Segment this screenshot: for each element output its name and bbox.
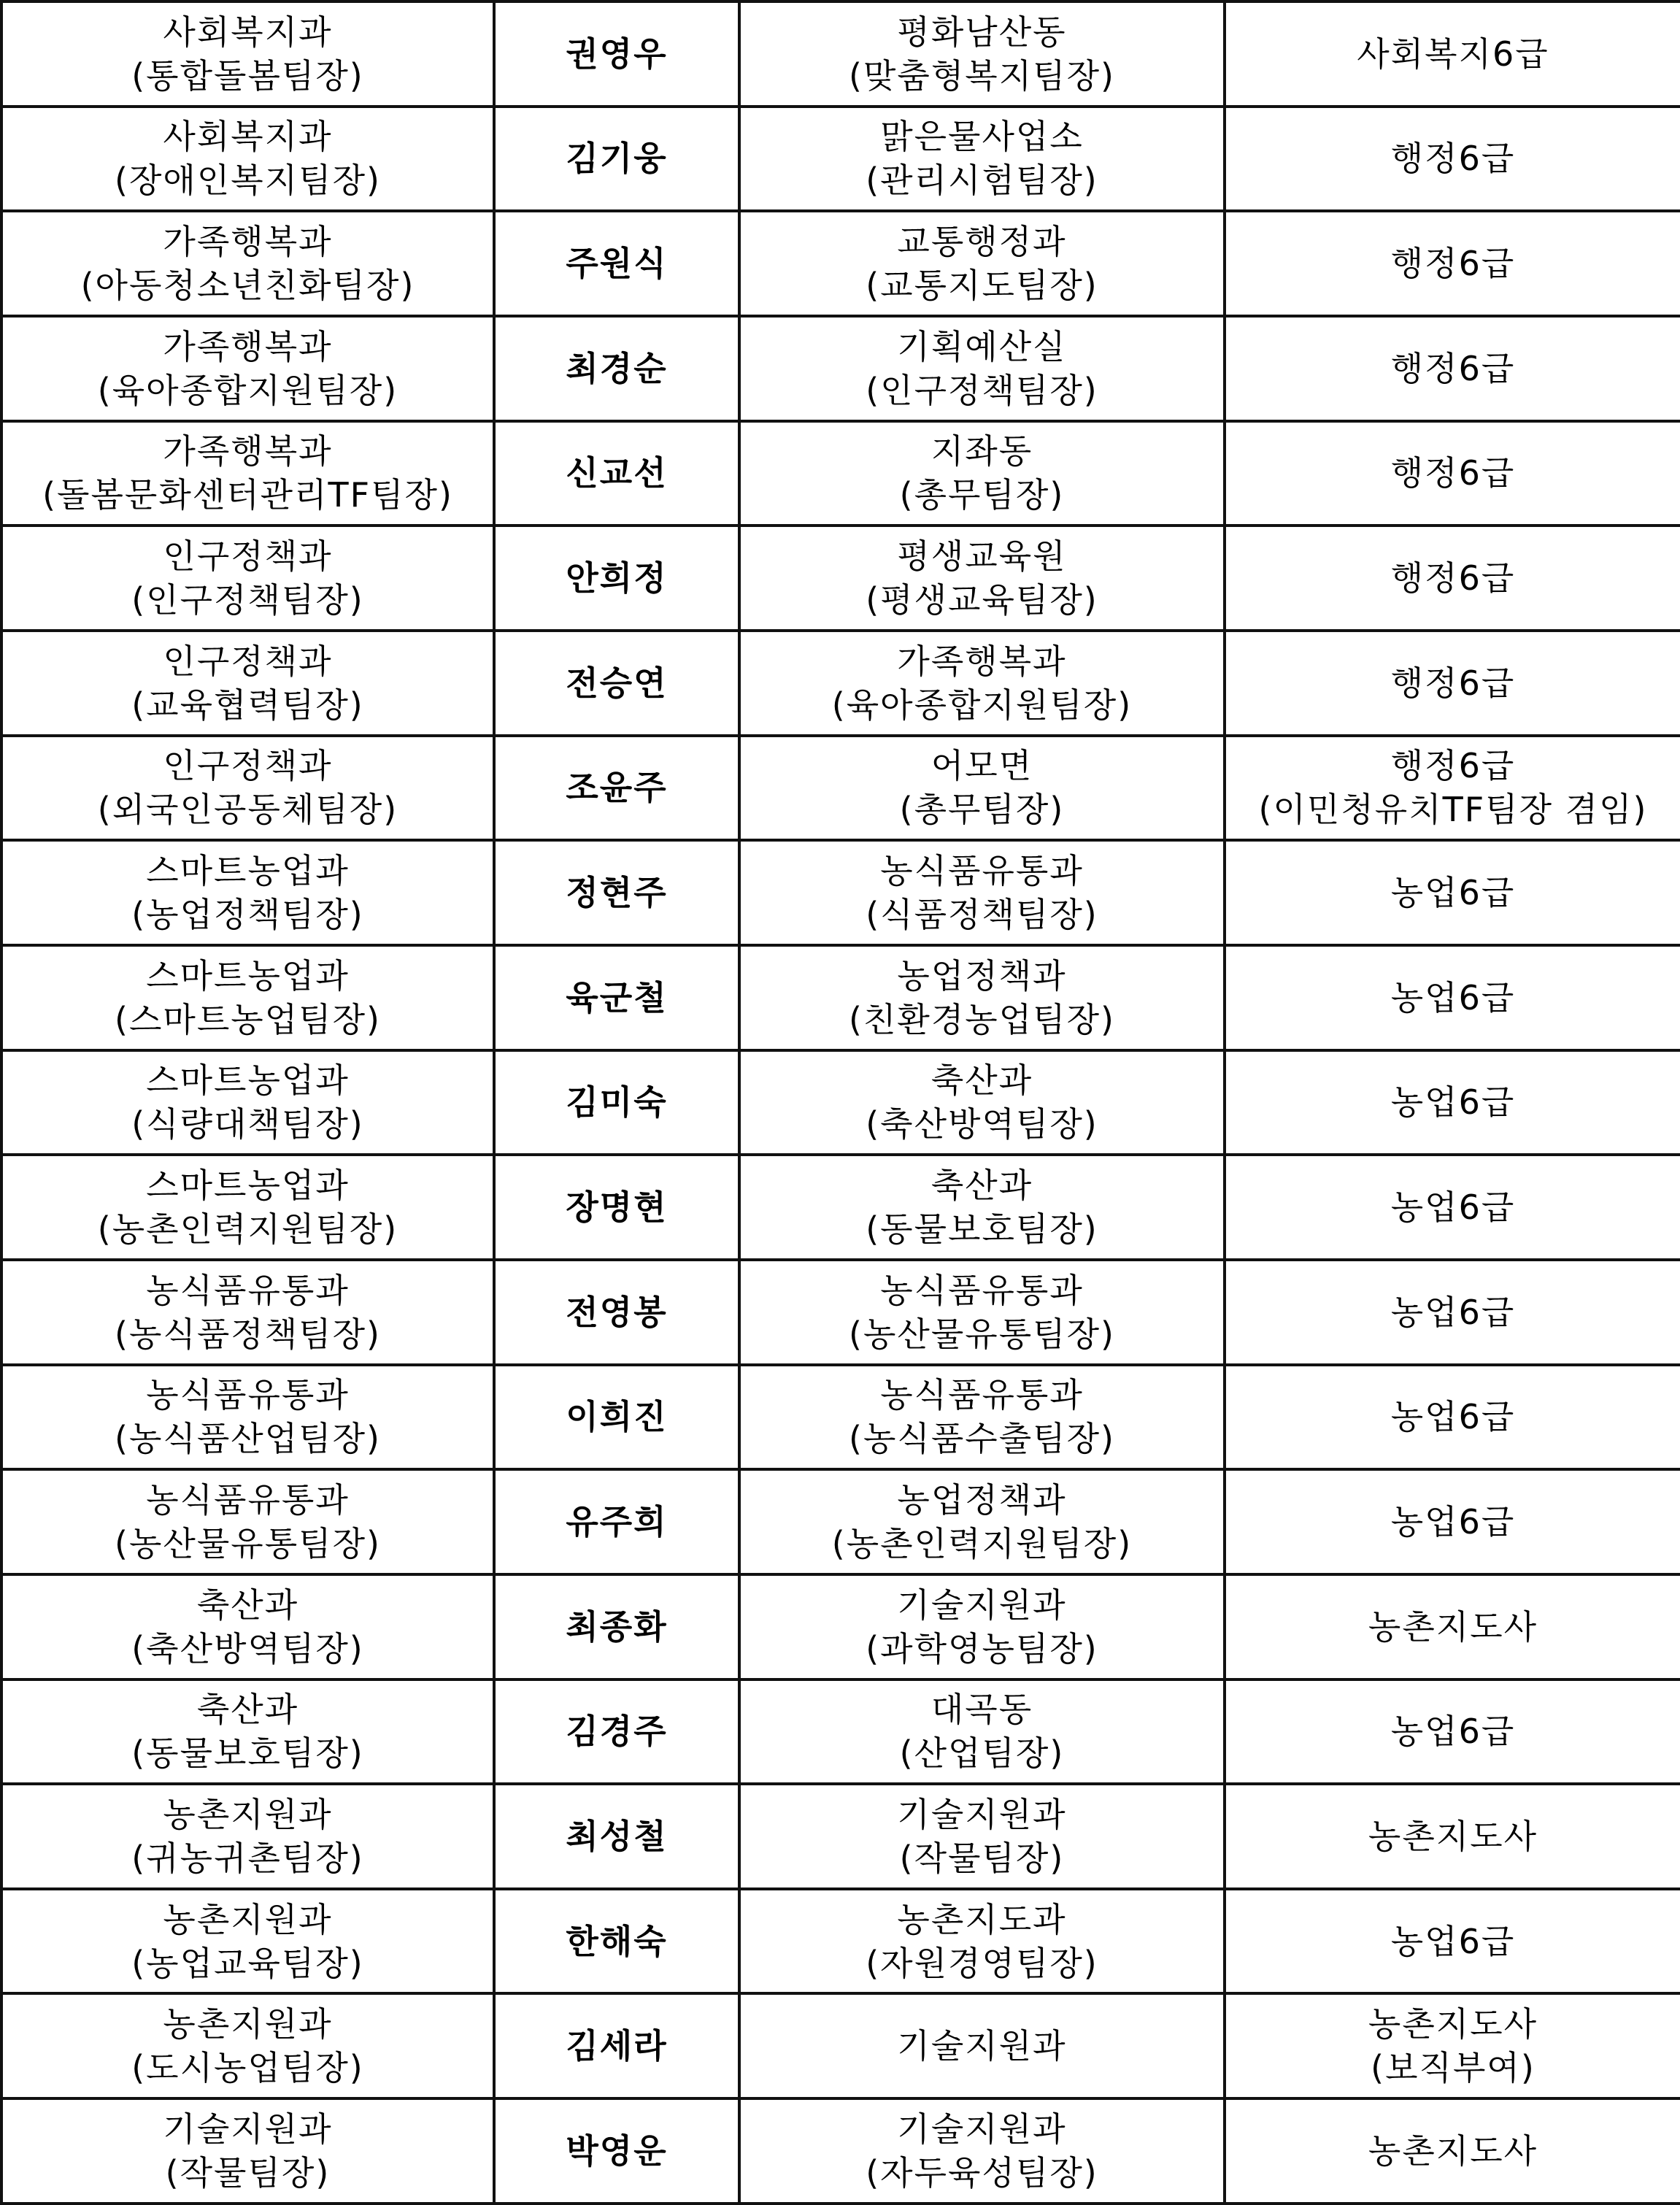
rank-cell [1225,1889,1680,1994]
table-row [1,1,1680,107]
person-name: 김세라 [494,1993,739,2098]
from-cell [1,945,494,1050]
person-name: 육군철 [494,945,739,1050]
table-row [1,211,1680,316]
from-line: 스마트농업과 [146,955,350,996]
to-cell [739,1050,1225,1155]
to-line: (총무팀장) [899,790,1065,830]
to-line: 기획예산실 [897,326,1067,366]
from-line: (농촌인력지원팀장) [97,1209,398,1250]
from-cell [1,421,494,526]
to-line: (작물팀장) [899,1838,1065,1878]
table-row [1,840,1680,945]
from-line: (외국인공동체팀장) [97,790,398,830]
to-cell [739,526,1225,631]
rank-cell [1225,945,1680,1050]
from-line: 스마트농업과 [146,1061,350,1101]
to-line: 기술지원과 [897,2026,1067,2066]
to-line: 농업정책과 [897,955,1067,996]
from-line: (스마트농업팀장) [115,999,381,1039]
to-line: (식품정책팀장) [866,895,1098,935]
table-row [1,1155,1680,1260]
to-line: 기술지원과 [897,1585,1067,1625]
from-line: (장애인복지팀장) [115,161,381,201]
to-line: (축산방역팀장) [866,1104,1098,1144]
rank-line: 농업6급 [1390,1921,1516,1961]
to-line: (맞춤형복지팀장) [849,55,1115,96]
from-line: 농촌지원과 [163,1899,333,1939]
to-line: 농식품유통과 [880,851,1084,891]
person-name: 최종화 [494,1574,739,1679]
from-line: (동물보호팀장) [131,1733,364,1774]
rank-cell [1225,1784,1680,1889]
person-name: 최성철 [494,1784,739,1889]
rank-line: 농업6급 [1390,1397,1516,1437]
from-cell [1,526,494,631]
to-cell [739,1155,1225,1260]
to-cell [739,1679,1225,1785]
table-row [1,421,1680,526]
to-line: 대곡동 [930,1690,1033,1730]
rank-line: 농업6급 [1390,1712,1516,1752]
to-line: (과학영농팀장) [866,1628,1098,1669]
from-line: 농식품유통과 [146,1270,350,1310]
to-cell [739,107,1225,212]
from-cell [1,1784,494,1889]
rank-line: 농촌지도사 [1368,1816,1538,1856]
to-line: 축산과 [930,1061,1033,1101]
to-cell [739,631,1225,736]
to-cell [739,1260,1225,1365]
to-line: (친환경농업팀장) [849,999,1115,1039]
from-line: (작물팀장) [165,2153,331,2193]
rank-cell [1225,1365,1680,1470]
from-line: (농식품산업팀장) [115,1419,381,1459]
person-name: 권영우 [494,1,739,107]
from-line: 사회복지과 [163,117,333,157]
rank-line: 농업6급 [1390,1292,1516,1332]
rank-line: 행정6급 [1390,558,1516,599]
from-line: (농업정책팀장) [131,895,364,935]
rank-cell [1225,1050,1680,1155]
person-name: 주원식 [494,211,739,316]
from-cell [1,1155,494,1260]
to-line: 맑은물사업소 [880,117,1084,157]
rank-cell [1225,316,1680,421]
person-name: 안희정 [494,526,739,631]
rank-cell [1225,840,1680,945]
from-line: (식량대책팀장) [131,1104,364,1144]
to-cell [739,211,1225,316]
rank-line: 농업6급 [1390,873,1516,913]
rank-line: 행정6급 [1390,348,1516,388]
to-line: (총무팀장) [899,475,1065,515]
from-line: 스마트농업과 [146,1166,350,1206]
rank-cell [1225,631,1680,736]
rank-cell [1225,2098,1680,2204]
from-cell [1,840,494,945]
from-line: (농산물유통팀장) [115,1524,381,1564]
from-cell [1,107,494,212]
person-name: 김경주 [494,1679,739,1785]
to-line: (농식품수출팀장) [849,1419,1115,1459]
rank-cell [1225,1469,1680,1574]
from-line: (교육협력팀장) [131,685,364,725]
from-cell [1,2098,494,2204]
rank-cell [1225,736,1680,841]
to-line: (자두육성팀장) [866,2153,1098,2193]
to-cell [739,1365,1225,1470]
to-line: 어모면 [930,746,1033,786]
to-line: (동물보호팀장) [866,1209,1098,1250]
from-cell [1,1365,494,1470]
from-cell [1,1469,494,1574]
person-name: 전승연 [494,631,739,736]
table-row [1,526,1680,631]
rank-line: 사회복지6급 [1357,34,1549,74]
from-cell [1,1993,494,2098]
to-line: 기술지원과 [897,2109,1067,2150]
from-cell [1,631,494,736]
person-name: 조윤주 [494,736,739,841]
table-row [1,1784,1680,1889]
to-line: 가족행복과 [897,641,1067,681]
from-line: (육아종합지원팀장) [97,370,398,410]
to-line: 농업정책과 [897,1480,1067,1520]
from-line: (인구정책팀장) [131,580,364,620]
rank-cell [1225,107,1680,212]
table-row [1,736,1680,841]
table-row [1,1260,1680,1365]
to-cell [739,1993,1225,2098]
from-line: 인구정책과 [163,641,333,681]
to-line: (농촌인력지원팀장) [831,1524,1133,1564]
to-line: (산업팀장) [899,1733,1065,1774]
rank-cell [1225,1993,1680,2098]
person-name: 신교선 [494,421,739,526]
from-cell [1,211,494,316]
from-line: (도시농업팀장) [131,2048,364,2088]
to-cell [739,736,1225,841]
rank-line: (이민청유치TF팀장 겸임) [1258,790,1648,830]
from-line: (돌봄문화센터관리TF팀장) [42,475,453,515]
from-cell [1,316,494,421]
to-line: (자원경영팀장) [866,1943,1098,1983]
from-line: 사회복지과 [163,12,333,52]
to-line: 기술지원과 [897,1794,1067,1834]
from-line: 농촌지원과 [163,1794,333,1834]
person-name: 김기웅 [494,107,739,212]
from-line: 농촌지원과 [163,2004,333,2044]
table-row [1,316,1680,421]
table-row [1,107,1680,212]
person-name: 유주희 [494,1469,739,1574]
to-line: (인구정책팀장) [866,370,1098,410]
rank-line: 행정6급 [1390,663,1516,703]
person-name: 정현주 [494,840,739,945]
rank-line: 농업6급 [1390,1502,1516,1542]
table-row [1,945,1680,1050]
to-cell [739,1574,1225,1679]
to-cell [739,1469,1225,1574]
from-line: 가족행복과 [163,222,333,262]
from-line: 가족행복과 [163,326,333,366]
from-cell [1,1,494,107]
rank-cell [1225,1,1680,107]
table-row [1,2098,1680,2204]
rank-cell [1225,1155,1680,1260]
person-name: 이희진 [494,1365,739,1470]
from-cell [1,1260,494,1365]
from-line: 농식품유통과 [146,1480,350,1520]
rank-cell [1225,1260,1680,1365]
to-cell [739,421,1225,526]
to-line: (교통지도팀장) [866,266,1098,306]
to-cell [739,1,1225,107]
to-line: 평화남산동 [897,12,1067,52]
table-row [1,1050,1680,1155]
to-cell [739,1784,1225,1889]
rank-line: 행정6급 [1390,244,1516,284]
person-name: 한해숙 [494,1889,739,1994]
rank-line: 농촌지도사 [1368,2131,1538,2171]
table-row [1,631,1680,736]
rank-cell [1225,211,1680,316]
rank-line: 농촌지도사 [1368,2004,1538,2044]
to-line: 농식품유통과 [880,1270,1084,1310]
rank-line: 행정6급 [1390,746,1516,786]
person-name: 김미숙 [494,1050,739,1155]
to-cell [739,945,1225,1050]
table-body [1,1,1680,2204]
from-line: (통합돌봄팀장) [131,55,364,96]
rank-cell [1225,1679,1680,1785]
from-cell [1,736,494,841]
from-line: 인구정책과 [163,536,333,577]
to-line: 축산과 [930,1166,1033,1206]
person-name: 최경순 [494,316,739,421]
to-cell [739,316,1225,421]
rank-line: 행정6급 [1390,139,1516,179]
rank-cell [1225,1574,1680,1679]
table-row [1,1993,1680,2098]
table-row [1,1469,1680,1574]
from-line: (아동청소년친화팀장) [80,266,415,306]
from-line: 축산과 [196,1690,299,1730]
from-line: (축산방역팀장) [131,1628,364,1669]
rank-line: 행정6급 [1390,453,1516,493]
table-row [1,1574,1680,1679]
rank-cell [1225,421,1680,526]
rank-line: 농업6급 [1390,977,1516,1017]
person-name: 장명현 [494,1155,739,1260]
to-line: 지좌동 [930,431,1033,472]
to-line: (관리시험팀장) [866,161,1098,201]
from-line: (농식품정책팀장) [115,1314,381,1354]
to-line: (육아종합지원팀장) [831,685,1133,725]
from-line: 기술지원과 [163,2109,333,2150]
from-line: (농업교육팀장) [131,1943,364,1983]
from-line: 스마트농업과 [146,851,350,891]
to-line: (평생교육팀장) [866,580,1098,620]
person-name: 전영봉 [494,1260,739,1365]
table-row [1,1365,1680,1470]
table-row [1,1679,1680,1785]
to-line: 평생교육원 [897,536,1067,577]
rank-line: 농업6급 [1390,1188,1516,1228]
to-line: 농촌지도과 [897,1899,1067,1939]
rank-line: 농촌지도사 [1368,1606,1538,1647]
to-cell [739,840,1225,945]
rank-line: 농업6급 [1390,1082,1516,1123]
from-line: 가족행복과 [163,431,333,472]
to-line: 교통행정과 [897,222,1067,262]
from-cell [1,1574,494,1679]
from-line: 인구정책과 [163,746,333,786]
to-cell [739,2098,1225,2204]
from-line: (귀농귀촌팀장) [131,1838,364,1878]
from-line: 축산과 [196,1585,299,1625]
rank-cell [1225,526,1680,631]
person-name: 박영운 [494,2098,739,2204]
to-cell [739,1889,1225,1994]
from-cell [1,1889,494,1994]
rank-line: (보직부여) [1371,2048,1535,2088]
from-cell [1,1679,494,1785]
to-line: 농식품유통과 [880,1375,1084,1415]
from-cell [1,1050,494,1155]
from-line: 농식품유통과 [146,1375,350,1415]
table-row [1,1889,1680,1994]
to-line: (농산물유통팀장) [849,1314,1115,1354]
